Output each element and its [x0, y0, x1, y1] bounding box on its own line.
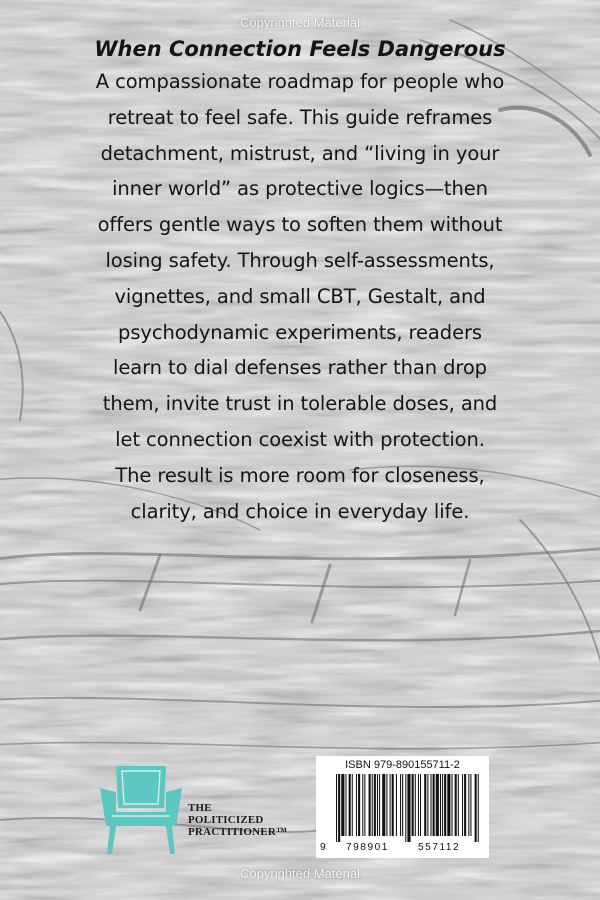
- blurb-text: [36, 64, 564, 529]
- barcode-bar: [412, 774, 414, 836]
- barcode-bar: [478, 774, 479, 842]
- blurb-line: them, invite trust in tolerable doses, and: [102, 392, 498, 416]
- barcode-bar: [431, 774, 432, 836]
- blurb-line: clarity, and choice in everyday life.: [130, 499, 470, 523]
- barcode-bar: [433, 774, 435, 836]
- barcode-bar: [418, 774, 419, 836]
- barcode-bar: [356, 774, 357, 836]
- publisher-name-line: THE: [188, 802, 212, 814]
- barcode-bar: [455, 774, 457, 836]
- isbn-barcode: [316, 756, 489, 858]
- barcode-bar: [470, 774, 471, 836]
- barcode-lead-digit: 9: [320, 842, 328, 853]
- blurb-line: A compassionate roadmap for people who: [95, 70, 505, 93]
- book-title: When Connection Feels Dangerous: [94, 37, 506, 61]
- barcode-bar: [379, 774, 380, 836]
- publisher-name-line: PRACTITIONER™: [188, 826, 288, 838]
- publisher-name-line: POLITICIZED: [188, 814, 264, 826]
- barcode-bar: [362, 774, 363, 836]
- blurb-line: vignettes, and small CBT, Gestalt, and: [114, 284, 486, 308]
- blurb-line: retreat to feel safe. This guide reframes: [107, 105, 493, 129]
- blurb-line: let connection coexist with protection.: [115, 427, 485, 451]
- barcode-bar: [458, 774, 459, 836]
- barcode-bar: [415, 774, 416, 836]
- barcode-bar: [402, 774, 403, 836]
- barcode-bar: [396, 774, 397, 836]
- barcode-bar: [407, 774, 410, 842]
- barcode-bar: [358, 774, 360, 836]
- barcode-bar: [440, 774, 441, 836]
- barcode-bar: [374, 774, 376, 836]
- barcode-bar: [424, 774, 426, 836]
- barcode-bar: [452, 774, 453, 836]
- barcode-bar: [382, 774, 385, 836]
- barcode-bar: [464, 774, 466, 836]
- copyright-watermark-bottom: Copyrighted Material: [240, 866, 360, 881]
- barcode-digits-left: 798901: [346, 842, 389, 853]
- barcode-bar: [349, 774, 351, 836]
- blurb-line: offers gentle ways to soften them without: [97, 213, 503, 237]
- barcode-digits-right: 557112: [418, 842, 461, 853]
- publisher-logo: [96, 762, 296, 862]
- barcode-bar: [341, 774, 344, 836]
- barcode-bar: [392, 774, 394, 836]
- barcode-bar: [369, 774, 371, 836]
- barcode-icon: [322, 774, 483, 842]
- barcode-bar: [336, 774, 337, 842]
- barcode-bar: [475, 774, 477, 842]
- blurb-line: psychodynamic experiments, readers: [118, 320, 482, 344]
- barcode-bar: [377, 774, 378, 836]
- barcode-bar: [420, 774, 421, 836]
- barcode-bar: [444, 774, 446, 836]
- blurb-line: learn to dial defenses rather than drop: [113, 356, 487, 380]
- blurb-line: losing safety. Through self-assessments,: [105, 248, 495, 272]
- barcode-bar: [390, 774, 391, 836]
- barcode-bar: [364, 774, 365, 836]
- barcode-bar: [468, 774, 469, 836]
- isbn-label: ISBN 979-890155711-2: [345, 759, 460, 771]
- barcode-bar: [400, 774, 401, 836]
- barcode-bar: [436, 774, 439, 836]
- back-cover-blurb: [36, 34, 564, 529]
- barcode-bar: [345, 774, 346, 836]
- barcode-bar: [462, 774, 463, 836]
- barcode-bar: [427, 774, 428, 836]
- barcode-bar: [338, 774, 340, 842]
- blurb-line: The result is more room for closeness,: [115, 463, 485, 487]
- barcode-bar: [442, 774, 443, 836]
- barcode-bar: [447, 774, 450, 836]
- barcode-bar: [386, 774, 387, 836]
- blurb-line: inner world” as protective logics—then: [112, 177, 488, 201]
- barcode-bar: [372, 774, 373, 836]
- barcode-bar: [405, 774, 406, 842]
- armchair-icon: [96, 762, 186, 857]
- copyright-watermark-top: Copyrighted Material: [240, 15, 360, 30]
- barcode-bar: [352, 774, 353, 836]
- blurb-line: detachment, mistrust, and “living in your: [100, 141, 500, 165]
